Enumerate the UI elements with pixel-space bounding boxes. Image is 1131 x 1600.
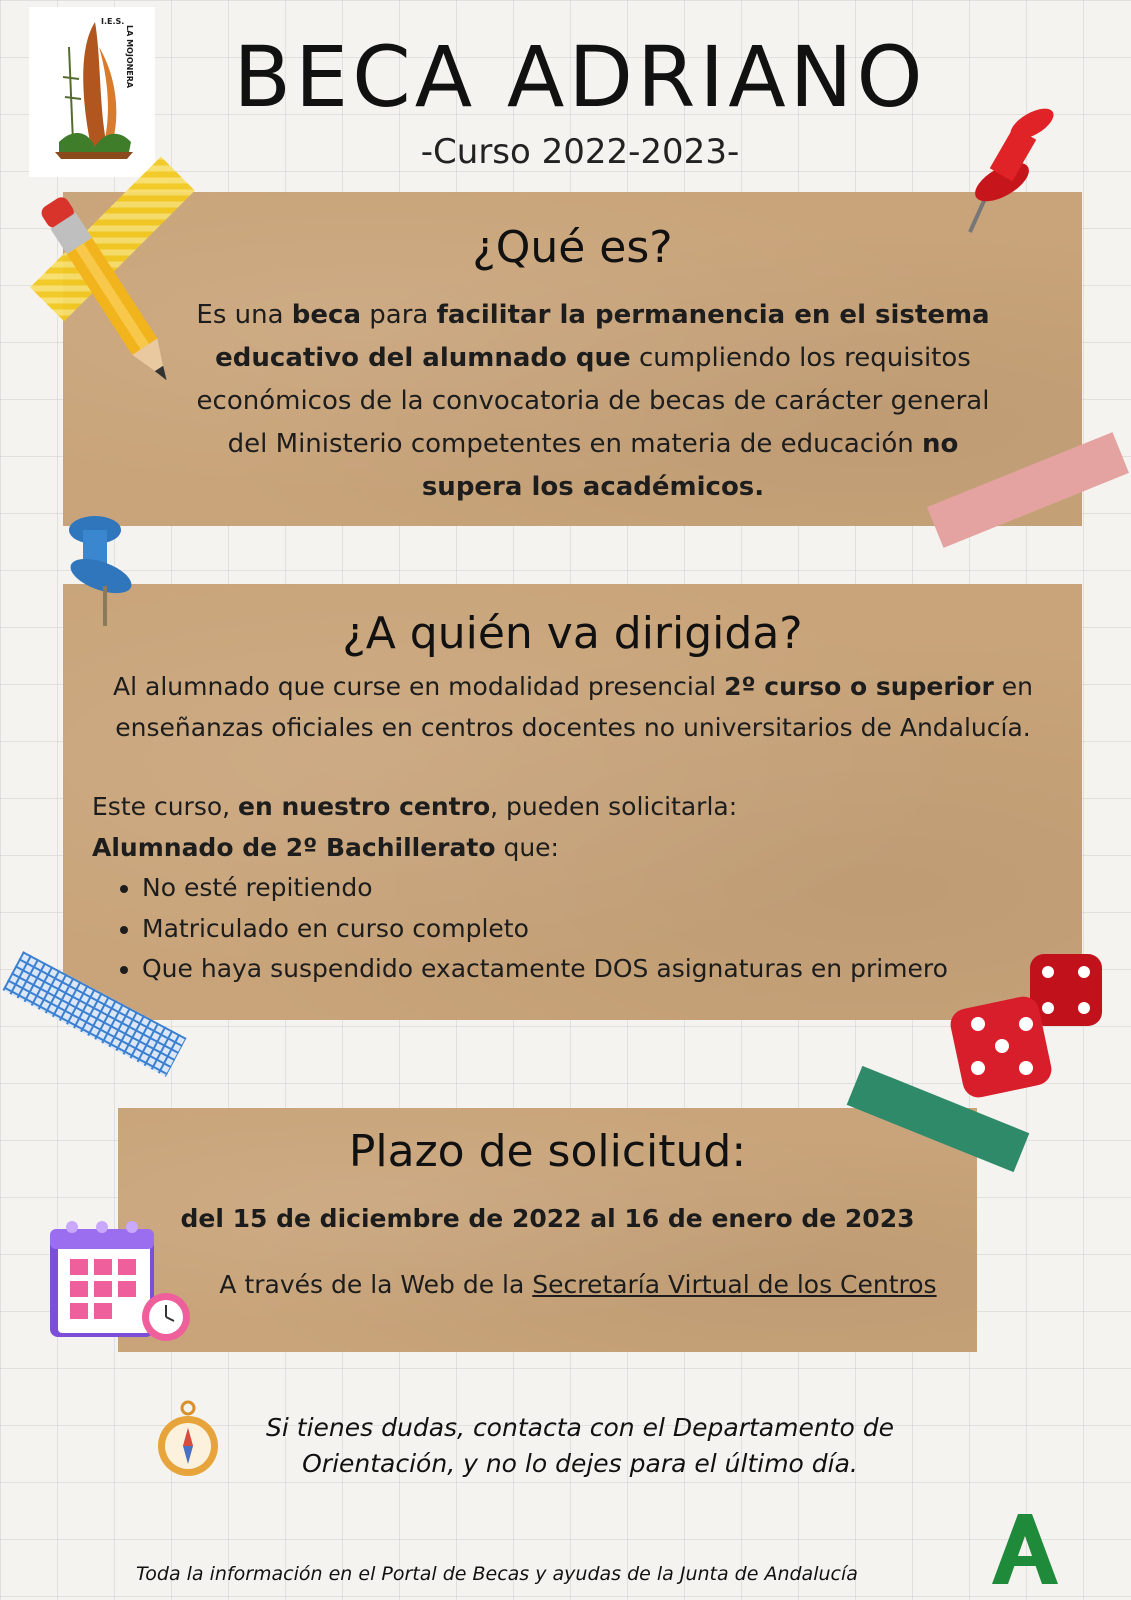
list-item: • Matriculado en curso completo — [142, 909, 1052, 950]
dice-icon — [950, 950, 1120, 1100]
logo-text-school: LA MOJONERA — [125, 25, 134, 89]
deadline-via: A través de la Web de la Secretaría Virtual de los Centros — [219, 1270, 937, 1299]
deadline-card — [118, 1108, 977, 1352]
deadline-heading: Plazo de solicitud: — [348, 1126, 747, 1177]
footer-text: Toda la información en el Portal de Becas y ayudas de la Junta de Andalucía — [136, 1563, 858, 1585]
secretaria-virtual-link[interactable]: Secretaría Virtual de los Centros — [532, 1270, 937, 1299]
what-is-card — [63, 192, 1082, 526]
who-text: Al alumnado que curse en modalidad presencial 2º curso o superior en enseñanzas oficiales en centros docentes no universitarios de Andalucía. — [113, 672, 1033, 742]
who-heading: ¿A quién va dirigida? — [342, 608, 803, 659]
list-item: • Que haya suspendido exactamente DOS asignaturas en primero — [142, 949, 1052, 990]
blue-pushpin-icon — [55, 500, 155, 630]
logo-text-ies: I.E.S. — [101, 17, 125, 26]
pencil-icon — [28, 190, 198, 430]
junta-andalucia-logo-icon — [990, 1512, 1060, 1586]
what-is-text: Es una beca para facilitar la permanencia en el sistema educativo del alumnado que cumpliendo los requisitos económicos de la convocatoria de becas de carácter general del Ministerio competentes en materia de educación no supera los académicos. — [196, 300, 990, 502]
requirements-list — [92, 868, 1052, 990]
page-title: BECA ADRIANO — [233, 28, 927, 126]
list-item: • No esté repitiendo — [142, 868, 1052, 909]
calendar-icon — [44, 1215, 194, 1355]
page-subtitle: -Curso 2022-2023- — [420, 132, 740, 172]
logo-emblem-icon — [29, 7, 155, 177]
contact-text: Si tienes dudas, contacta con el Departamento de Orientación, y no lo dejes para el último día. — [266, 1413, 894, 1478]
what-is-heading: ¿Qué es? — [472, 222, 673, 273]
school-logo — [29, 7, 155, 177]
deadline-dates: del 15 de diciembre de 2022 al 16 de enero de 2023 — [180, 1204, 915, 1233]
compass-icon — [154, 1400, 222, 1480]
who-centre-text: Este curso, en nuestro centro, pueden solicitarla: Alumnado de 2º Bachillerato que: • No esté repitiendo • Matriculado en curso completo • Que haya suspendido exactamente DOS asignaturas en primero — [92, 787, 1052, 990]
who-card — [63, 584, 1082, 1020]
red-pushpin-icon — [960, 100, 1070, 240]
